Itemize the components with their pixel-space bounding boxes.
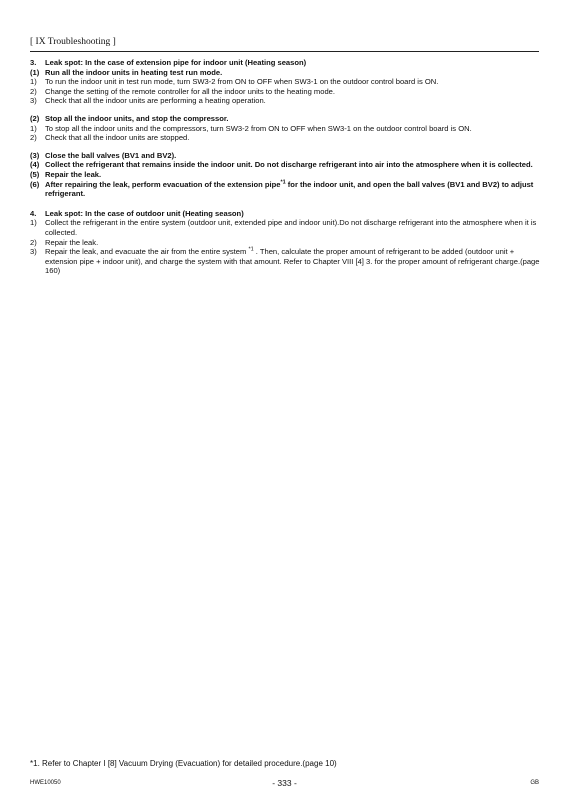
item-number: 1) [30,77,37,87]
section-3-number: 3. [30,58,37,67]
step-2-heading [30,114,540,124]
step-number: (5) [30,169,40,179]
item-text: To run the indoor unit in test run mode, turn SW3-2 from ON to OFF when SW3-1 on the outdoor control board is ON. [45,77,439,87]
list-item [30,238,540,248]
language-code: GB [530,780,539,786]
step-3-heading [30,151,540,161]
header-rule [30,51,539,52]
step-title: Stop all the indoor units, and stop the compressor. [45,113,229,123]
item-text: To stop all the indoor units and the compressors, turn SW3-2 from ON to OFF when SW3-1 on the outdoor control board is ON. [45,123,472,133]
list-item [30,96,540,106]
item-number: 2) [30,86,37,96]
list-item [30,124,540,134]
step-title: Repair the leak. [45,169,102,179]
footnote-ref: *1 [248,246,254,253]
step-number: (3) [30,150,40,160]
item-text: Repair the leak. [45,237,99,247]
section-4-number: 4. [30,208,37,218]
page-number: - 333 - [272,778,297,788]
page-content [30,58,540,276]
document-id: HWE10050 [30,780,61,786]
item-number: 3) [30,96,37,106]
step-title-part: for the indoor unit, and open the ball valves (BV1 and BV2) to adjust refrigerant. [45,179,534,199]
item-text [45,247,540,276]
chapter-header: [ IX Troubleshooting ] [30,37,116,47]
item-text-part: . Then, calculate the proper amount of refrigerant to be added (outdoor unit + extension pipe + indoor unit), and charge the system with that amount. Refer to Chapter VIII [4] 3. for the proper amount of refrigerant charge.(page 160) [45,247,540,276]
item-text: Check that all the indoor units are performing a heating operation. [45,96,266,106]
step-title: Close the ball valves (BV1 and BV2). [45,150,177,160]
list-item [30,218,540,237]
section-3-title: Leak spot: In the case of extension pipe for indoor unit (Heating season) [45,58,307,67]
step-number: (4) [30,160,40,170]
step-number: (1) [30,67,40,77]
item-number: 2) [30,237,37,247]
list-item [30,87,540,97]
item-number: 1) [30,218,37,228]
item-text: Change the setting of the remote controller for all the indoor units to the heating mode. [45,86,336,96]
item-number: 2) [30,133,37,143]
step-title: Collect the refrigerant that remains inside the indoor unit. Do not discharge refrigerant into air into the atmosphere when it is collected. [45,160,533,170]
step-number: (2) [30,113,40,123]
item-number: 3) [30,247,37,257]
item-text-part: Repair the leak, and evacuate the air from the entire system [45,247,249,257]
item-text: Check that all the indoor units are stopped. [45,133,190,143]
list-item [30,133,540,143]
step-6-heading [30,180,540,199]
step-title-part: After repairing the leak, perform evacuation of the extension pipe [45,179,281,189]
step-number: (6) [30,179,40,189]
section-4-heading [30,209,540,219]
step-title [45,180,540,199]
section-4-title: Leak spot: In the case of outdoor unit (Heating season) [45,208,244,218]
step-1-heading [30,68,540,78]
step-title: Run all the indoor units in heating test run mode. [45,67,223,77]
item-text: Collect the refrigerant in the entire system (outdoor unit, extended pipe and indoor unit).Do not discharge refrigerant into the atmosphere when it is collected. [45,218,537,237]
list-item [30,77,540,87]
footnote: *1. Refer to Chapter I [8] Vacuum Drying (Evacuation) for detailed procedure.(page 10) [30,759,337,768]
list-item [30,247,540,276]
step-4-heading [30,160,540,170]
item-number: 1) [30,123,37,133]
footnote-ref: *1 [280,179,286,185]
section-3-heading [30,58,540,68]
